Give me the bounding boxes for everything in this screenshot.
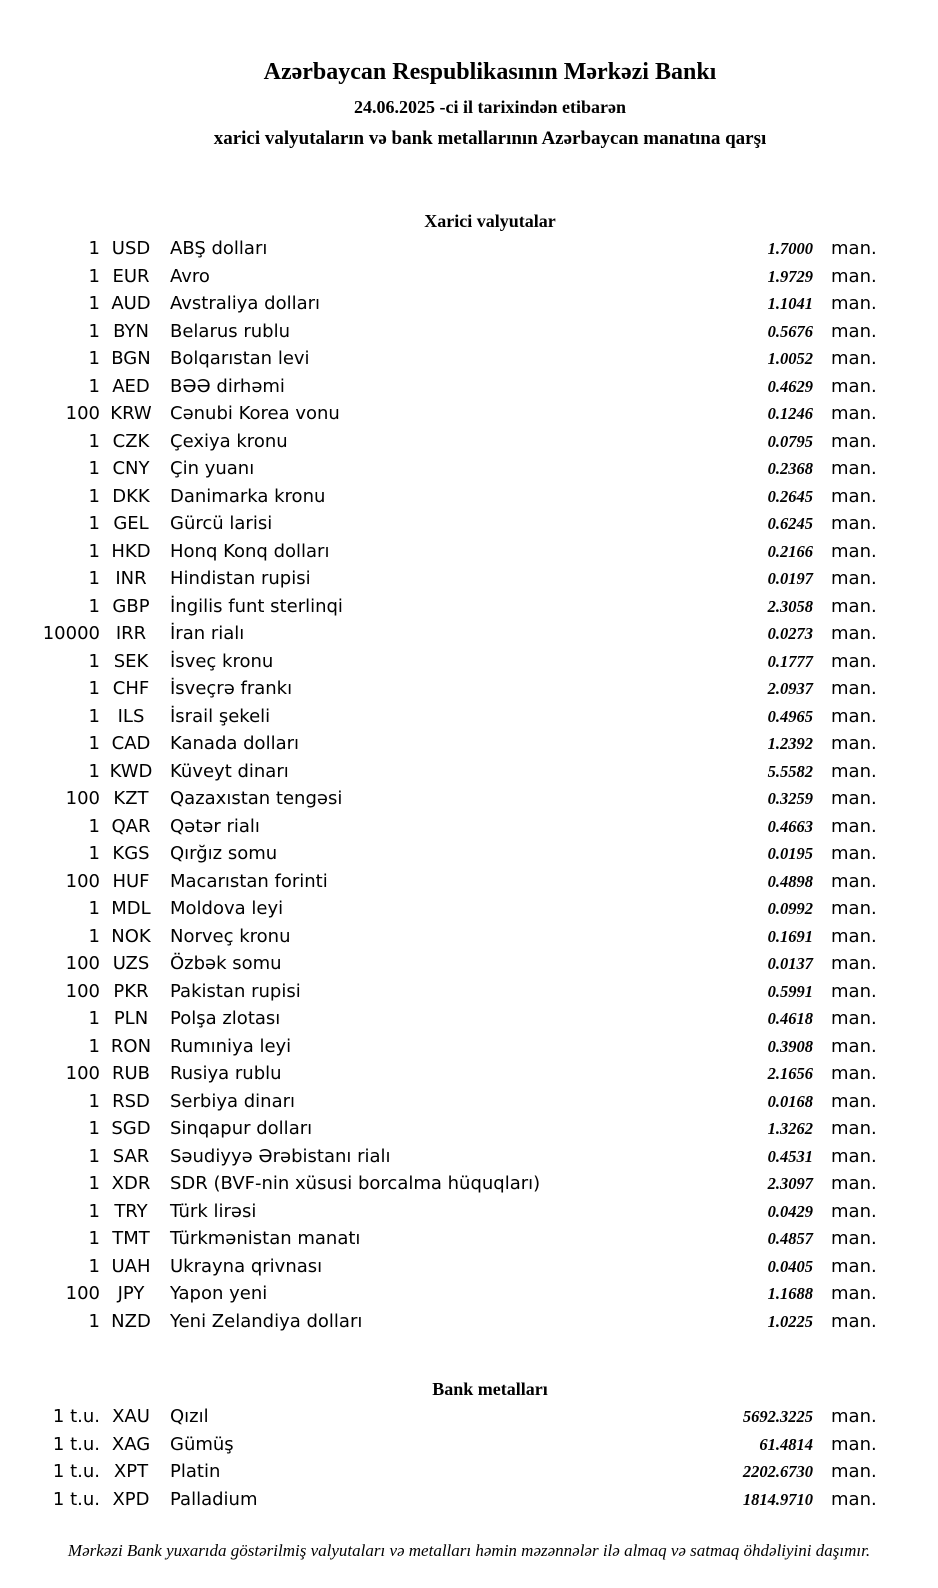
currency-name: ABŞ dolları	[170, 238, 268, 259]
currency-name: SDR (BVF-nin xüsusi borcalma hüquqları)	[170, 1173, 541, 1194]
currency-code: PLN	[113, 1008, 149, 1029]
currency-name: Rusiya rublu	[170, 1063, 282, 1084]
nominal-value: 1	[88, 375, 100, 397]
nominal-value: 1	[88, 293, 100, 314]
currency-name: İngilis funt sterlinqi	[170, 595, 343, 617]
currency-code: NOK	[111, 925, 151, 947]
rate-row	[0, 1458, 938, 1486]
page-subtitle: xarici valyutaların və bank metallarının Azərbaycan manatına qarşı	[213, 128, 767, 149]
currency-code: MDL	[111, 898, 151, 919]
rate-value: 0.6245	[767, 514, 813, 533]
currency-code: BGN	[111, 348, 151, 369]
currency-code: RUB	[111, 1063, 151, 1084]
rate-value: 0.4965	[767, 706, 813, 726]
rate-row	[0, 263, 938, 291]
rate-value: 5692.3225	[742, 1407, 813, 1426]
currency-code: QAR	[111, 815, 151, 837]
rate-row	[0, 1486, 938, 1514]
rate-row	[0, 235, 938, 263]
rate-row	[0, 373, 938, 401]
rate-row	[0, 648, 938, 676]
currency-name: Platin	[170, 1461, 221, 1482]
rate-row	[0, 1005, 938, 1033]
currency-name: Bolqarıstan levi	[170, 348, 310, 369]
rate-row	[0, 730, 938, 758]
rate-unit: man.	[831, 485, 877, 507]
currency-name: Qazaxıstan tengəsi	[170, 788, 343, 809]
nominal-value: 100	[65, 980, 100, 1002]
rate-unit: man.	[831, 1173, 877, 1194]
rate-unit: man.	[831, 1433, 877, 1455]
currency-name: Honq Konq dolları	[170, 540, 330, 562]
metals-section-heading: Bank metalları	[432, 1379, 548, 1399]
rate-row	[0, 868, 938, 896]
currency-code: KGS	[112, 843, 150, 864]
nominal-value: 1	[88, 898, 100, 919]
nominal-value: 1	[88, 760, 100, 782]
currency-name: Qətər rialı	[170, 815, 260, 837]
currency-code: KWD	[109, 760, 153, 782]
nominal-value: 1 t.u.	[52, 1488, 100, 1510]
currency-name: Küveyt dinarı	[170, 760, 289, 782]
rate-unit: man.	[831, 733, 877, 754]
currency-name: Belarus rublu	[170, 320, 291, 342]
rate-unit: man.	[831, 1461, 877, 1482]
nominal-value: 1	[88, 1228, 100, 1249]
currency-name: Rumıniya leyi	[170, 1035, 292, 1057]
nominal-value: 1	[88, 540, 100, 562]
rate-unit: man.	[831, 430, 877, 452]
currency-name: Ukrayna qrivnası	[170, 1255, 323, 1277]
rate-row	[0, 428, 938, 456]
rate-value: 0.0405	[767, 1256, 813, 1276]
nominal-value: 10000	[42, 623, 100, 644]
currency-name: Avstraliya dolları	[170, 293, 321, 314]
rate-row	[0, 593, 938, 621]
currency-code: KRW	[110, 403, 152, 424]
rate-row	[0, 1060, 938, 1088]
rate-unit: man.	[831, 1228, 877, 1249]
currency-name: İsveç kronu	[170, 650, 274, 672]
currency-code: XPD	[112, 1488, 150, 1510]
rate-unit: man.	[831, 1118, 877, 1139]
currency-code: EUR	[112, 265, 150, 287]
rate-value: 2.3058	[767, 596, 813, 616]
rate-unit: man.	[831, 513, 877, 534]
nominal-value: 1	[88, 1145, 100, 1167]
rate-value: 1814.9710	[742, 1489, 813, 1509]
nominal-value: 100	[65, 953, 100, 974]
currency-code: XPT	[113, 1461, 149, 1482]
rate-row	[0, 840, 938, 868]
rate-unit: man.	[831, 678, 877, 699]
disclaimer-text: Mərkəzi Bank yuxarıda göstərilmiş valyutaları və metalları həmin məzənnələr ilə almaq və satmaq öhdəliyini daşımır.	[67, 1541, 871, 1560]
currency-code: BYN	[113, 320, 149, 342]
rate-value: 0.0795	[767, 431, 813, 451]
metals-table	[0, 1403, 938, 1513]
rate-row	[0, 675, 938, 703]
rate-unit: man.	[831, 870, 877, 892]
rate-value: 0.2645	[767, 486, 813, 506]
currency-code: SAR	[112, 1145, 150, 1167]
currency-name: Çexiya kronu	[170, 430, 288, 452]
rate-unit: man.	[831, 815, 877, 837]
currency-code: XAG	[111, 1433, 151, 1455]
nominal-value: 1 t.u.	[52, 1433, 100, 1455]
rate-value: 5.5582	[767, 761, 813, 781]
currency-name: İsrail şekeli	[170, 705, 271, 727]
rate-row	[0, 1403, 938, 1431]
rate-row	[0, 565, 938, 593]
currency-name: Səudiyyə Ərəbistanı rialı	[170, 1145, 391, 1167]
currency-name: Türk lirəsi	[170, 1200, 257, 1222]
nominal-value: 1	[88, 568, 100, 589]
currency-name: Qırğız somu	[170, 843, 278, 864]
rate-value: 0.0992	[767, 899, 813, 918]
rate-unit: man.	[831, 1283, 877, 1304]
rate-unit: man.	[831, 265, 877, 287]
rate-row	[0, 895, 938, 923]
currency-name: Kanada dolları	[170, 733, 300, 754]
rate-unit: man.	[831, 238, 877, 259]
rate-row	[0, 455, 938, 483]
rate-value: 1.1041	[767, 294, 813, 313]
rate-value: 0.1691	[767, 926, 813, 946]
rate-unit: man.	[831, 375, 877, 397]
rate-unit: man.	[831, 540, 877, 562]
rate-value: 0.0429	[767, 1201, 813, 1221]
rate-unit: man.	[831, 1090, 877, 1112]
rate-value: 0.2368	[767, 459, 813, 478]
nominal-value: 1	[88, 458, 100, 479]
currency-code: INR	[115, 568, 147, 589]
nominal-value: 1	[88, 320, 100, 342]
nominal-value: 1	[88, 595, 100, 617]
nominal-value: 100	[65, 403, 100, 424]
nominal-value: 1	[88, 650, 100, 672]
currency-name: Macarıstan forinti	[170, 870, 328, 892]
rate-unit: man.	[831, 1035, 877, 1057]
rate-unit: man.	[831, 320, 877, 342]
nominal-value: 1	[88, 1310, 100, 1332]
rate-row	[0, 703, 938, 731]
nominal-value: 1	[88, 238, 100, 259]
currency-code: JPY	[117, 1283, 145, 1304]
rate-value: 1.2392	[767, 734, 813, 753]
currency-code: CZK	[112, 430, 150, 452]
rate-unit: man.	[831, 403, 877, 424]
currency-code: SGD	[111, 1118, 151, 1139]
rate-value: 2.0937	[767, 679, 813, 698]
rate-row	[0, 538, 938, 566]
rate-value: 0.4618	[767, 1009, 813, 1028]
rate-row	[0, 345, 938, 373]
rate-value: 0.5676	[767, 321, 813, 341]
currency-code: RSD	[112, 1090, 150, 1112]
currency-name: Gümüş	[170, 1433, 234, 1455]
rate-value: 1.0225	[767, 1311, 813, 1331]
currency-code: AED	[112, 375, 150, 397]
rate-row	[0, 813, 938, 841]
rate-unit: man.	[831, 458, 877, 479]
rate-value: 0.5991	[767, 981, 813, 1001]
currency-code: HUF	[112, 870, 150, 892]
currency-code: KZT	[113, 788, 149, 809]
rate-value: 0.4531	[767, 1146, 813, 1166]
rate-row	[0, 290, 938, 318]
nominal-value: 1	[88, 1200, 100, 1222]
rate-unit: man.	[831, 568, 877, 589]
currency-code: ILS	[117, 705, 145, 727]
rate-row	[0, 1170, 938, 1198]
rate-value: 2202.6730	[742, 1462, 813, 1481]
rate-value: 0.0195	[767, 844, 813, 863]
currency-name: Cənubi Korea vonu	[170, 403, 340, 424]
nominal-value: 100	[65, 788, 100, 809]
rate-value: 0.1246	[767, 404, 813, 423]
currency-code: AUD	[111, 293, 151, 314]
rate-unit: man.	[831, 293, 877, 314]
rate-unit: man.	[831, 788, 877, 809]
currency-name: Özbək somu	[170, 953, 282, 974]
nominal-value: 1	[88, 1255, 100, 1277]
nominal-value: 1	[88, 348, 100, 369]
rate-unit: man.	[831, 595, 877, 617]
rate-value: 0.4663	[767, 816, 813, 836]
currency-code: TMT	[112, 1228, 150, 1249]
rate-unit: man.	[831, 925, 877, 947]
rate-value: 1.7000	[767, 239, 813, 258]
rate-unit: man.	[831, 1488, 877, 1510]
rate-row	[0, 1088, 938, 1116]
rate-value: 0.0197	[767, 569, 813, 588]
rate-unit: man.	[831, 1406, 877, 1427]
rate-unit: man.	[831, 760, 877, 782]
rate-row	[0, 785, 938, 813]
effective-date: 24.06.2025 -ci il tarixindən etibarən	[354, 97, 626, 117]
nominal-value: 1	[88, 925, 100, 947]
rate-unit: man.	[831, 705, 877, 727]
rate-unit: man.	[831, 1008, 877, 1029]
currency-name: Gürcü larisi	[170, 513, 273, 534]
rate-row	[0, 1198, 938, 1226]
currency-code: DKK	[112, 485, 150, 507]
rate-value: 2.1656	[767, 1064, 813, 1083]
rate-row	[0, 510, 938, 538]
rate-row	[0, 950, 938, 978]
rate-unit: man.	[831, 650, 877, 672]
rate-unit: man.	[831, 1145, 877, 1167]
rate-row	[0, 318, 938, 346]
rate-row	[0, 978, 938, 1006]
nominal-value: 1	[88, 705, 100, 727]
currency-name: Hindistan rupisi	[170, 568, 311, 589]
rate-unit: man.	[831, 980, 877, 1002]
nominal-value: 1	[88, 1090, 100, 1112]
currency-name: Yapon yeni	[170, 1283, 268, 1304]
currency-code: XAU	[112, 1406, 150, 1427]
rate-value: 0.0273	[767, 624, 813, 643]
rate-value: 1.9729	[767, 266, 813, 286]
rate-value: 1.3262	[767, 1119, 813, 1138]
currency-code: GEL	[113, 513, 149, 534]
rate-row	[0, 483, 938, 511]
rate-row	[0, 620, 938, 648]
rate-value: 61.4814	[759, 1434, 813, 1454]
currency-code: NZD	[111, 1310, 151, 1332]
page-header	[42, 0, 938, 150]
rate-row	[0, 1431, 938, 1459]
nominal-value: 1	[88, 1008, 100, 1029]
currency-code: UAH	[111, 1255, 151, 1277]
rate-row	[0, 400, 938, 428]
rate-unit: man.	[831, 1255, 877, 1277]
currency-name: Avro	[170, 265, 210, 287]
currency-code: IRR	[115, 623, 147, 644]
nominal-value: 1	[88, 1035, 100, 1057]
currency-name: Danimarka kronu	[170, 485, 326, 507]
currency-code: XDR	[111, 1173, 151, 1194]
rate-unit: man.	[831, 953, 877, 974]
rate-value: 2.3097	[767, 1174, 813, 1193]
rate-unit: man.	[831, 843, 877, 864]
currency-code: CNY	[112, 458, 150, 479]
nominal-value: 1	[88, 733, 100, 754]
rate-value: 0.4898	[767, 871, 813, 891]
nominal-value: 100	[65, 870, 100, 892]
currency-code: HKD	[111, 540, 151, 562]
rate-value: 0.2166	[767, 541, 813, 561]
rate-unit: man.	[831, 898, 877, 919]
currency-name: İran rialı	[170, 623, 245, 644]
nominal-value: 100	[65, 1063, 100, 1084]
rate-value: 0.0137	[767, 954, 813, 973]
currency-name: Serbiya dinarı	[170, 1090, 295, 1112]
rate-row	[0, 1115, 938, 1143]
rate-row	[0, 1225, 938, 1253]
currency-code: RON	[110, 1035, 152, 1057]
rate-unit: man.	[831, 623, 877, 644]
currency-name: Qızıl	[170, 1406, 209, 1427]
nominal-value: 1 t.u.	[52, 1406, 100, 1427]
currency-name: Norveç kronu	[170, 925, 291, 947]
rate-row	[0, 758, 938, 786]
rate-unit: man.	[831, 348, 877, 369]
rate-row	[0, 923, 938, 951]
currency-code: PKR	[113, 980, 149, 1002]
currency-name: Moldova leyi	[170, 898, 284, 919]
rate-row	[0, 1308, 938, 1336]
nominal-value: 1	[88, 430, 100, 452]
currency-code: USD	[111, 238, 151, 259]
currency-code: GBP	[112, 595, 150, 617]
rate-value: 0.3259	[767, 789, 813, 808]
nominal-value: 1	[88, 843, 100, 864]
nominal-value: 1	[88, 485, 100, 507]
rate-value: 0.4857	[767, 1229, 813, 1248]
rate-value: 0.4629	[767, 376, 813, 396]
currency-code: TRY	[114, 1200, 148, 1222]
currency-name: Pakistan rupisi	[170, 980, 301, 1002]
nominal-value: 1 t.u.	[52, 1461, 100, 1482]
rate-unit: man.	[831, 1063, 877, 1084]
currencies-section-heading: Xarici valyutalar	[424, 211, 556, 231]
nominal-value: 1	[88, 815, 100, 837]
currency-name: Yeni Zelandiya dolları	[170, 1310, 363, 1332]
rate-value: 1.1688	[767, 1284, 813, 1303]
nominal-value: 1	[88, 513, 100, 534]
currency-name: Polşa zlotası	[170, 1008, 281, 1029]
rate-row	[0, 1280, 938, 1308]
rate-unit: man.	[831, 1310, 877, 1332]
nominal-value: 1	[88, 1173, 100, 1194]
nominal-value: 100	[65, 1283, 100, 1304]
currency-code: UZS	[112, 953, 150, 974]
currency-name: İsveçrə frankı	[170, 678, 293, 699]
rate-row	[0, 1143, 938, 1171]
currency-name: Türkmənistan manatı	[170, 1228, 361, 1249]
rate-value: 1.0052	[767, 349, 813, 368]
currency-name: BƏƏ dirhəmi	[170, 375, 285, 397]
rate-row	[0, 1253, 938, 1281]
rate-unit: man.	[831, 1200, 877, 1222]
currency-name: Palladium	[170, 1488, 258, 1510]
currency-code: CAD	[111, 733, 151, 754]
rate-row	[0, 1033, 938, 1061]
nominal-value: 1	[88, 265, 100, 287]
currency-table	[0, 235, 938, 1335]
nominal-value: 1	[88, 678, 100, 699]
bank-title: Azərbaycan Respublikasının Mərkəzi Bankı	[263, 59, 717, 85]
rate-value: 0.1777	[767, 651, 813, 671]
rate-value: 0.0168	[767, 1091, 813, 1111]
currency-name: Çin yuanı	[170, 458, 255, 479]
currency-code: SEK	[113, 650, 149, 672]
currency-code: CHF	[112, 678, 150, 699]
currency-name: Sinqapur dolları	[170, 1118, 313, 1139]
nominal-value: 1	[88, 1118, 100, 1139]
rate-value: 0.3908	[767, 1036, 813, 1056]
